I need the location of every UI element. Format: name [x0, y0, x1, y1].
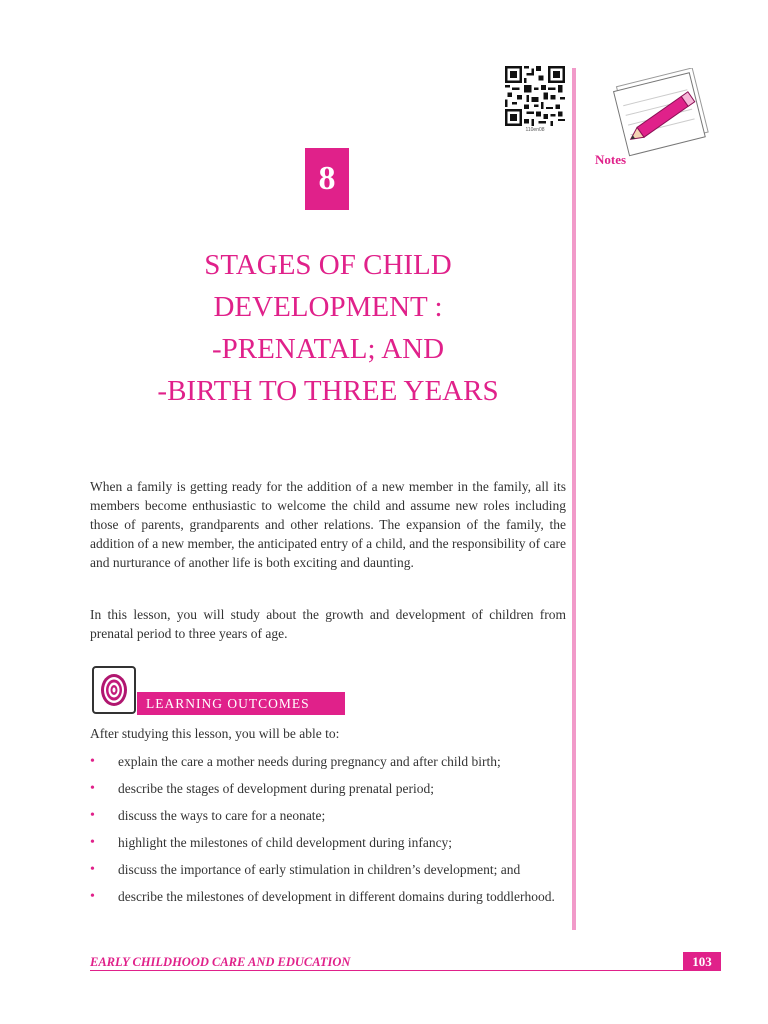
chapter-title-line: DEVELOPMENT :	[213, 291, 443, 323]
intro-paragraph: When a family is getting ready for the addition of a new member in the family, all its members become enthusiastic to welcome the child and assume new roles including those of parents, grandparents and other relations. The expansion of the family, the addition of a new member, the anticipated entry of a child, and the responsibility of care and nurturance of another life is both exciting and daunting.	[90, 479, 566, 570]
chapter-title-line: -BIRTH TO THREE YEARS	[157, 375, 499, 407]
list-item-text: highlight the milestones of child development during infancy;	[118, 835, 453, 850]
learning-outcomes-heading: LEARNING OUTCOMES	[137, 692, 345, 715]
chapter-title	[90, 244, 566, 412]
target-icon	[92, 666, 136, 714]
outcomes-lead-text: After studying this lesson, you will be able to:	[90, 726, 340, 741]
chapter-title-line: -PRENATAL; AND	[211, 333, 445, 365]
list-item-text: explain the care a mother needs during pregnancy and after child birth;	[118, 754, 501, 769]
list-item	[90, 779, 566, 798]
list-item-text: describe the stages of development during prenatal period;	[118, 781, 435, 796]
list-item	[90, 860, 566, 879]
list-item	[90, 833, 566, 852]
outcomes-list	[90, 752, 566, 914]
lesson-summary-paragraph: In this lesson, you will study about the growth and development of children from prenatal period to three years of age.	[90, 607, 566, 641]
margin-rule	[572, 68, 576, 930]
bullet-icon: •	[90, 781, 95, 796]
list-item	[90, 887, 566, 906]
chapter-number: 8	[305, 148, 349, 210]
list-item-text: describe the milestones of development in different domains during toddlerhood.	[118, 889, 555, 904]
bullet-icon: •	[90, 835, 95, 850]
chapter-title-line: STAGES OF CHILD	[204, 249, 452, 281]
bullet-icon: •	[90, 808, 95, 823]
list-item	[90, 806, 566, 825]
qr-caption: 110en08	[525, 127, 545, 133]
bullet-icon: •	[90, 889, 95, 904]
notes-pencil-icon	[586, 68, 726, 158]
footer-rule	[90, 970, 720, 971]
notes-label: Notes	[595, 152, 627, 167]
book-title: EARLY CHILDHOOD CARE AND EDUCATION	[90, 955, 351, 969]
page-number: 103	[683, 952, 721, 971]
list-item	[90, 752, 566, 771]
bullet-icon: •	[90, 754, 95, 769]
list-item-text: discuss the ways to care for a neonate;	[118, 808, 326, 823]
qr-code	[505, 66, 565, 126]
list-item-text: discuss the importance of early stimulation in children’s development; and	[118, 862, 521, 877]
bullet-icon: •	[90, 862, 95, 877]
